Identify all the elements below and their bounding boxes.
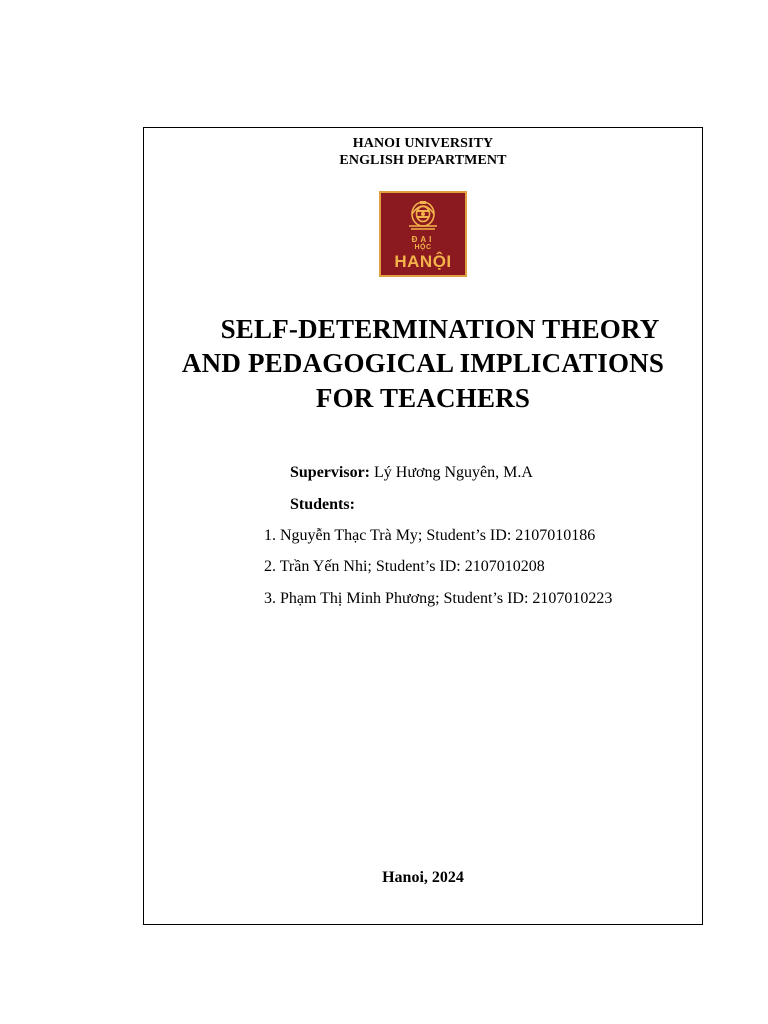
- logo-text-hoc: HỌC: [414, 244, 432, 251]
- department-name: ENGLISH DEPARTMENT: [339, 153, 507, 168]
- title-page-frame: [143, 127, 703, 925]
- thesis-title-line-3: FOR TEACHERS: [315, 383, 531, 413]
- student-item: 3. Phạm Thị Minh Phương; Student’s ID: 2107010223: [264, 590, 613, 607]
- supervisor-line: [290, 464, 533, 482]
- university-logo: [379, 191, 467, 277]
- student-item: 1. Nguyễn Thạc Trà My; Student’s ID: 2107010186: [264, 527, 596, 544]
- thesis-title-line-2: AND PEDAGOGICAL IMPLICATIONS: [181, 348, 665, 378]
- students-label: Students:: [290, 496, 355, 513]
- place-and-date: Hanoi, 2024: [382, 869, 464, 886]
- student-item: 2. Trần Yến Nhi; Student’s ID: 2107010208: [264, 558, 545, 575]
- supervisor-label: Supervisor:: [290, 464, 370, 481]
- logo-text-dai: ĐẠI: [411, 235, 435, 244]
- logo-text-hanoi: HANỘI: [394, 252, 452, 271]
- supervisor-name: Lý Hương Nguyên, M.A: [370, 464, 533, 481]
- university-name: HANOI UNIVERSITY: [352, 136, 494, 151]
- thesis-title-line-1: SELF-DETERMINATION THEORY: [220, 314, 660, 344]
